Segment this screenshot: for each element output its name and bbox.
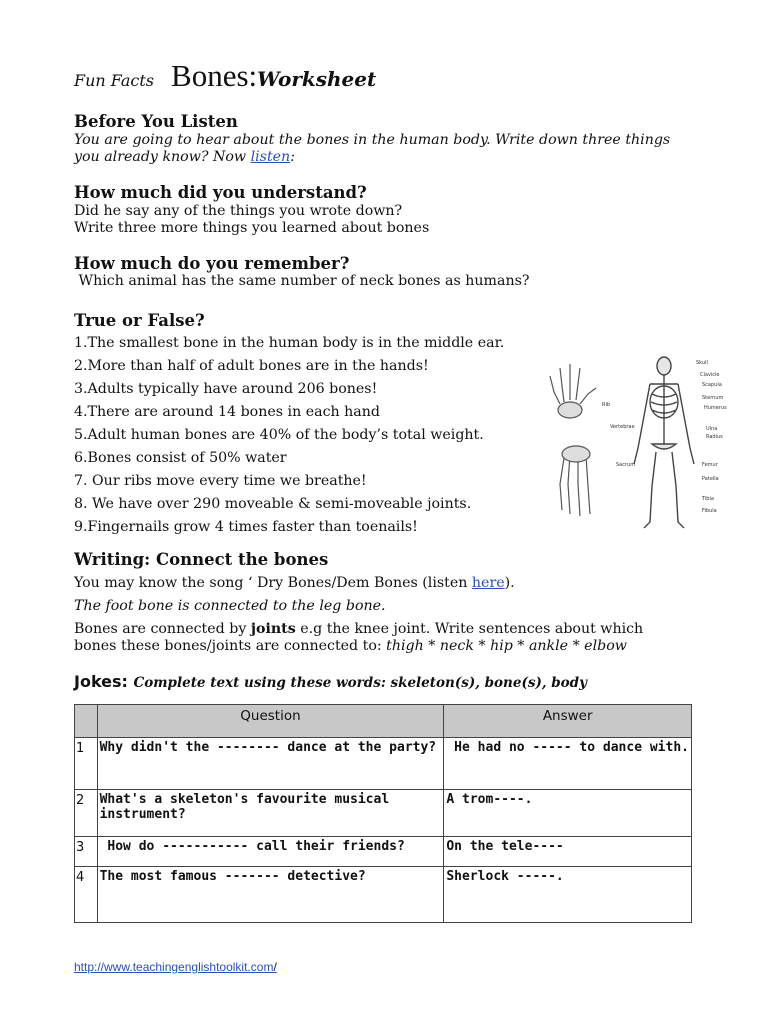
true-false-item-9: 9.Fingernails grow 4 times faster than toenails!	[74, 519, 418, 535]
row-answer: Sherlock -----.	[444, 867, 692, 923]
skeleton-label-ulna: Ulna	[706, 426, 718, 432]
skeleton-label-rib: Rib	[602, 402, 611, 408]
skeleton-label-femur: Femur	[702, 462, 718, 468]
jokes-label: Jokes	[74, 672, 122, 691]
fun-facts-label: Fun Facts	[74, 71, 154, 90]
hand-bones-icon	[550, 364, 596, 418]
skeleton-label-radius: Radius	[706, 434, 723, 440]
writing-line-2: The foot bone is connected to the leg bone.	[74, 598, 386, 614]
table-row	[75, 738, 692, 790]
skeleton-label-humerus: Humerus	[704, 405, 727, 411]
writing-heading: Writing: Connect the bones	[74, 550, 329, 569]
row-question: What's a skeleton's favourite musical instrument?	[97, 790, 444, 837]
writing-line-4-words: thigh * neck * hip * ankle * elbow	[386, 638, 627, 654]
table-header-question: Question	[97, 705, 444, 738]
table-header-row	[75, 705, 692, 738]
writing-line-4	[74, 638, 627, 654]
bones-title: Bones:	[171, 58, 258, 93]
footer-url[interactable]: http://www.teachingenglishtoolkit.com	[74, 960, 274, 974]
row-answer: On the tele----	[444, 837, 692, 867]
writing-line-1-text: You may know the song ‘ Dry Bones/Dem Bones (listen	[74, 575, 472, 591]
row-number: 1	[75, 738, 98, 790]
row-number: 2	[75, 790, 98, 837]
true-false-item-4: 4.There are around 14 bones in each hand	[74, 404, 380, 420]
row-question: How do ----------- call their friends?	[97, 837, 444, 867]
footer-link[interactable]	[74, 960, 277, 974]
table-row	[75, 837, 692, 867]
skeleton-label-vertebrae: Vertebrae	[610, 424, 635, 430]
skeleton-label-clavicle: Clavicle	[700, 372, 720, 378]
worksheet-label: Worksheet	[257, 67, 377, 91]
table-row	[75, 867, 692, 923]
footer-slash: /	[273, 960, 277, 974]
remember-line-1: Which animal has the same number of neck bones as humans?	[74, 273, 530, 289]
table-header-answer: Answer	[444, 705, 692, 738]
before-listen-line-2-text: you already know? Now	[74, 149, 251, 165]
true-false-item-3: 3.Adults typically have around 206 bones!	[74, 381, 378, 397]
jokes-colon: :	[121, 672, 134, 691]
row-number: 3	[75, 837, 98, 867]
foot-bones-icon	[560, 446, 590, 516]
true-false-item-7: 7. Our ribs move every time we breathe!	[74, 473, 367, 489]
jokes-heading	[74, 672, 587, 691]
row-question: The most famous ------- detective?	[97, 867, 444, 923]
table-header-num	[75, 705, 98, 738]
worksheet-title	[74, 58, 376, 94]
skeleton-label-sacrum: Sacrum	[616, 462, 636, 468]
true-false-item-6: 6.Bones consist of 50% water	[74, 450, 287, 466]
jokes-instruction: Complete text using these words: skeleton(s), bone(s), body	[133, 675, 587, 691]
jokes-table	[74, 704, 692, 923]
writing-line-4-text: bones these bones/joints are connected to:	[74, 638, 387, 654]
here-link[interactable]: here	[471, 575, 505, 591]
understand-line-2: Write three more things you learned about bones	[74, 220, 430, 236]
understand-line-1: Did he say any of the things you wrote down?	[74, 203, 403, 219]
skeleton-label-skull: Skull	[696, 360, 708, 366]
skeleton-label-sternum: Sternum	[702, 395, 724, 401]
writing-line-1	[74, 575, 515, 591]
remember-heading: How much do you remember?	[74, 254, 350, 273]
before-listen-heading: Before You Listen	[74, 112, 238, 131]
row-question: Why didn't the -------- dance at the party?	[97, 738, 444, 790]
true-false-item-5: 5.Adult human bones are 40% of the body’s total weight.	[74, 427, 484, 443]
before-listen-line-2-colon: :	[290, 149, 295, 165]
skeleton-label-tibia: Tibia	[702, 496, 714, 502]
writing-line-3-text: Bones are connected by	[74, 621, 251, 637]
writing-line-1-end: ).	[504, 575, 515, 591]
writing-line-3	[74, 621, 643, 637]
writing-line-3-end: e.g the knee joint. Write sentences about which	[295, 621, 644, 637]
row-number: 4	[75, 867, 98, 923]
skeleton-label-patella: Patella	[702, 476, 719, 482]
true-false-item-1: 1.The smallest bone in the human body is in the middle ear.	[74, 335, 505, 351]
true-false-heading: True or False?	[74, 311, 205, 330]
table-row	[75, 790, 692, 837]
listen-link[interactable]: listen	[250, 149, 291, 165]
before-listen-line-2	[74, 149, 295, 165]
joints-word: joints	[250, 621, 296, 637]
skeleton-label-fibula: Fibula	[702, 508, 717, 514]
true-false-item-2: 2.More than half of adult bones are in the hands!	[74, 358, 429, 374]
before-listen-line-1: You are going to hear about the bones in the human body. Write down three things	[74, 132, 671, 148]
skeleton-illustration	[540, 354, 727, 534]
understand-heading: How much did you understand?	[74, 183, 367, 202]
row-answer: A trom----.	[444, 790, 692, 837]
skeleton-figure-icon	[634, 357, 694, 528]
row-answer: He had no ----- to dance with.	[444, 738, 692, 790]
true-false-item-8: 8. We have over 290 moveable & semi-moveable joints.	[74, 496, 472, 512]
skeleton-label-scapula: Scapula	[702, 382, 722, 388]
